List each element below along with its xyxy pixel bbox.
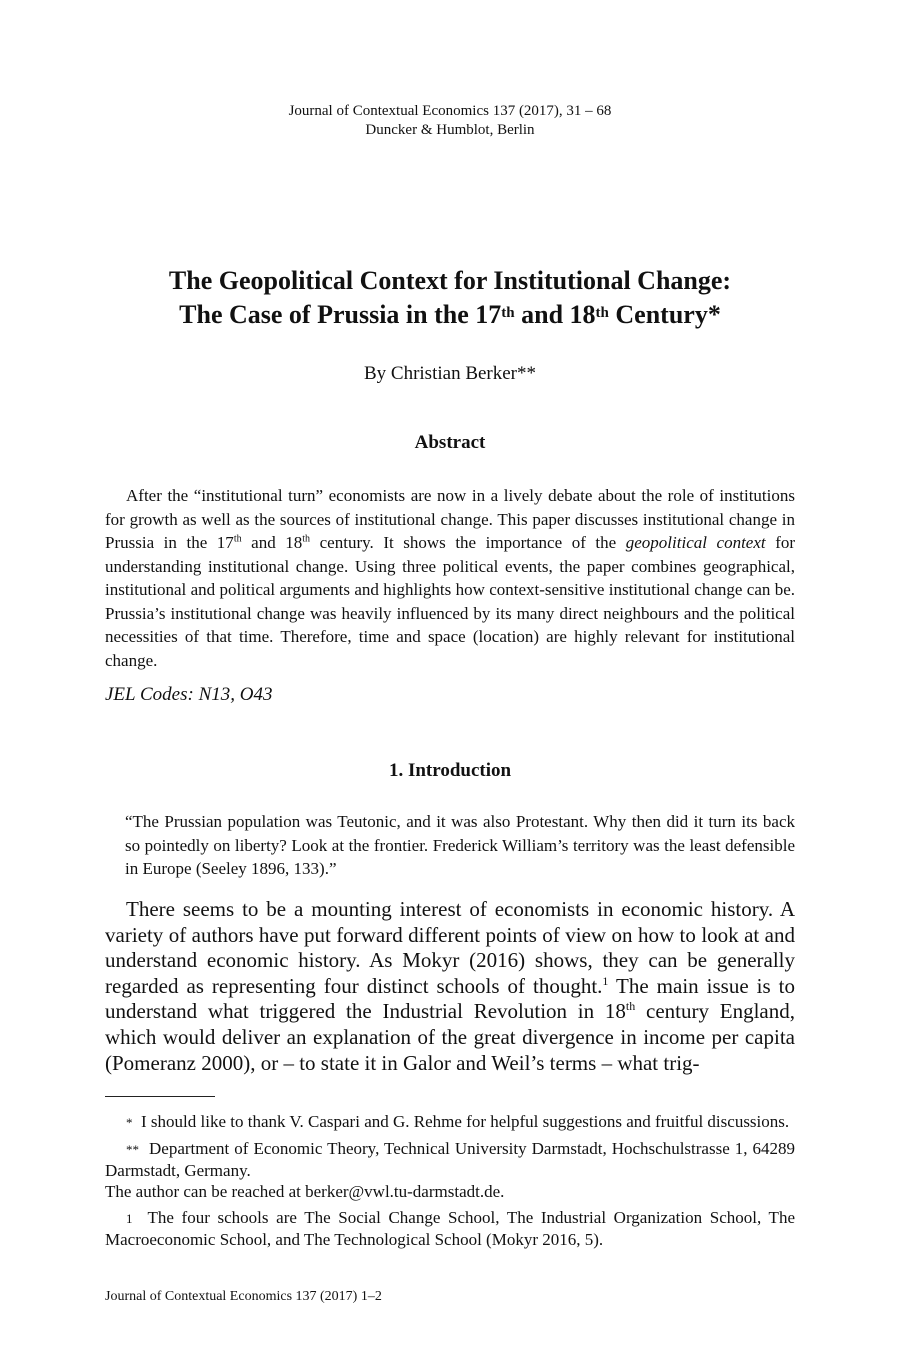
- title-text: Century*: [608, 300, 721, 329]
- abstract-text-part: After the “institutional turn” economists are now in a lively debate about the role of institutions for growth as well as the sources of institutional change. This paper discusses institutional change in Prussia in the 17: [105, 486, 795, 552]
- footnote-mark: *: [126, 1115, 133, 1130]
- abstract-text: [105, 484, 795, 672]
- footnote-text: The four schools are The Social Change School, The Industrial Organization School, The Macroeconomic School, and The Technological School (Mokyr 2016, 5).: [105, 1208, 795, 1249]
- title-line-1: The Geopolitical Context for Institutional Change:: [168, 266, 732, 295]
- abstract-text-part: for understanding institutional change. Using three political events, the paper combines geographical, institutional and political arguments and highlights how context-sensitive institutional change can be. Prussia’s institutional change was heavily influenced by its many direct neighbours and the political necessities of that time. Therefore, time and space (location) are highly relevant for institutional change.: [105, 533, 796, 670]
- body-text-part: The main issue is to understand what triggered the Industrial Revolution in 18: [105, 973, 795, 1024]
- page-footer: Journal of Contextual Economics 137 (2017) 1–2: [105, 1289, 382, 1304]
- introduction-heading: 1. Introduction: [388, 760, 512, 781]
- footnote-affiliation: [105, 1138, 795, 1202]
- journal-citation: Journal of Contextual Economics 137 (2017), 31 – 68: [288, 103, 612, 119]
- footnote-acknowledgement: [105, 1111, 795, 1133]
- footnote-reference: 1: [602, 973, 609, 988]
- footnote-1: [105, 1207, 795, 1250]
- footnotes: [105, 1111, 795, 1255]
- body-text-part: century England, which would deliver an explanation of the great divergence in income per capita (Pomeranz 2000), or – to state it in Galor and Weil’s terms – what trig-: [105, 999, 795, 1075]
- title-superscript: th: [501, 305, 515, 321]
- body-text-part: There seems to be a mounting interest of economists in economic history. A variety of authors have put forward different points of view on how to look at and understand economic history. As Mokyr (2016) shows, they can be generally regarded as representing four distinct schools of thought.: [105, 897, 795, 998]
- author-byline: By Christian Berker**: [363, 363, 537, 384]
- title-superscript: th: [595, 305, 609, 321]
- abstract-emphasis: geopolitical context: [625, 533, 766, 552]
- footnote-text: I should like to thank V. Caspari and G. Rehme for helpful suggestions and fruitful discussions.: [141, 1112, 790, 1131]
- abstract-text-part: and 18: [241, 533, 303, 552]
- abstract-heading: Abstract: [414, 432, 486, 453]
- abstract-superscript: th: [302, 533, 311, 545]
- title-text: and 18: [514, 300, 596, 329]
- footnote-divider: [105, 1096, 215, 1097]
- paper-title: [60, 264, 840, 332]
- jel-codes: JEL Codes: N13, O43: [105, 684, 273, 705]
- title-text: The Case of Prussia in the 17: [179, 300, 502, 329]
- introduction-paragraph: [105, 897, 795, 1076]
- title-line-2: [60, 298, 840, 332]
- publisher-line: Duncker & Humblot, Berlin: [365, 122, 535, 138]
- footnote-mark: **: [126, 1142, 139, 1157]
- abstract-text-part: century. It shows the importance of the: [310, 533, 626, 552]
- body-superscript: th: [625, 999, 636, 1014]
- footnote-mark: 1: [126, 1211, 133, 1226]
- abstract-superscript: th: [233, 533, 242, 545]
- running-header: [0, 102, 900, 140]
- author-contact: The author can be reached at berker@vwl.tu-darmstadt.de.: [105, 1182, 505, 1201]
- footnote-text: Department of Economic Theory, Technical University Darmstadt, Hochschulstrasse 1, 64289 Darmstadt, Germany.: [105, 1139, 796, 1180]
- epigraph-quote: “The Prussian population was Teutonic, and it was also Protestant. Why then did it turn its back so pointedly on liberty? Look at the frontier. Frederick William’s territory was the least defensible in Europe (Seeley 1896, 133).”: [125, 812, 795, 878]
